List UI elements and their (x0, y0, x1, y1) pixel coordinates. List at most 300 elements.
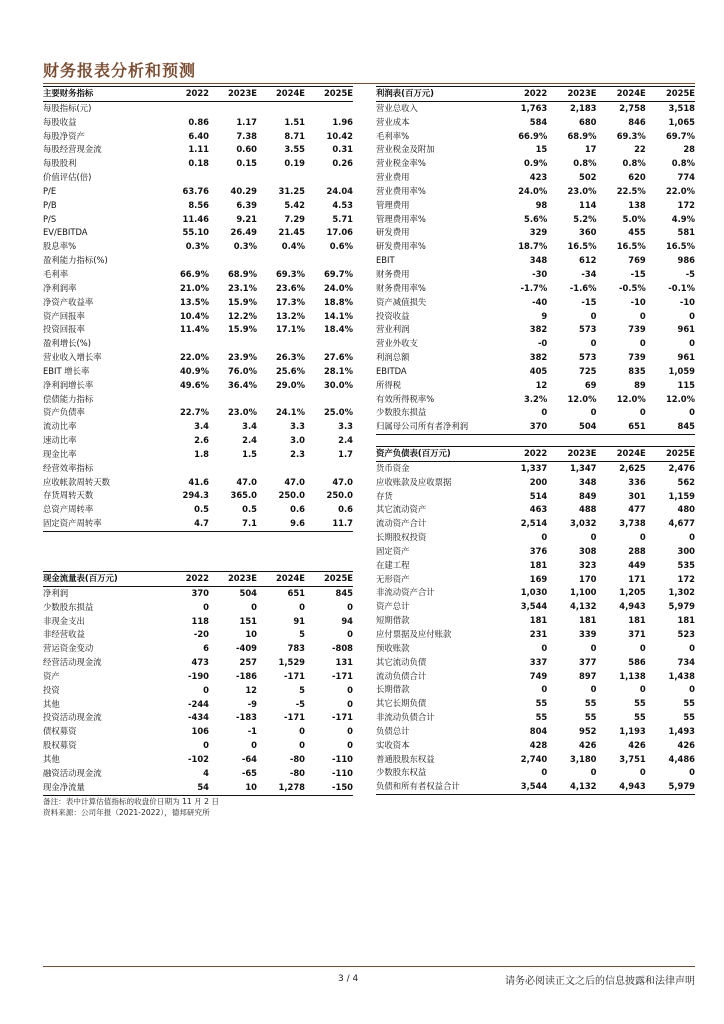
cell-value: 0.6 (338, 504, 353, 515)
cell-value: 1,193 (619, 725, 646, 736)
table-row (43, 601, 353, 615)
cell-value: 835 (628, 365, 646, 376)
cell-value: 986 (677, 255, 695, 266)
cell-value: 0 (689, 532, 695, 543)
cell-value: 21.0% (179, 282, 209, 293)
cell-value: 897 (579, 670, 597, 681)
row-label: 管理费用 (376, 199, 410, 210)
cell-value: 181 (628, 615, 646, 626)
cell-value: 0 (347, 698, 353, 709)
cell-value: -0 (537, 338, 548, 349)
cell-value: 5 (299, 629, 305, 640)
table-row (376, 406, 695, 420)
cell-value: 3.3 (338, 421, 353, 432)
table-row (376, 240, 695, 254)
cell-value: 0.26 (332, 158, 353, 169)
cell-value: 4,132 (570, 781, 597, 792)
cell-value: -102 (188, 753, 209, 764)
table-header-row (43, 87, 353, 102)
row-label: 其它流动资产 (376, 504, 427, 515)
title-divider (43, 83, 695, 84)
cell-value: 0 (299, 601, 305, 612)
row-label: 资产总计 (376, 601, 410, 612)
cell-value: 0.6% (329, 241, 353, 252)
table-row (43, 323, 353, 337)
cell-value: 0.86 (188, 116, 209, 127)
cell-value (257, 337, 305, 351)
table-row (376, 642, 695, 656)
table-row (43, 448, 353, 462)
cell-value: 734 (677, 656, 695, 667)
key-metrics-table (43, 86, 353, 532)
cell-value: 0 (590, 767, 597, 778)
cell-value: 502 (579, 172, 597, 183)
table-row (376, 268, 695, 282)
table-row (376, 461, 695, 475)
cell-value: 8.56 (188, 199, 209, 210)
row-label: 流动比率 (43, 421, 77, 432)
row-label: 负债总计 (376, 725, 410, 736)
cell-value: -10 (630, 296, 646, 307)
cell-value: 118 (191, 615, 209, 626)
row-label: 投资 (43, 684, 60, 695)
cell-value: 16.5% (616, 241, 646, 252)
cell-value (209, 337, 257, 351)
cell-value: 488 (579, 504, 597, 515)
row-label: 净利润 (43, 587, 69, 598)
table-row (376, 753, 695, 767)
cell-value: 12.0% (567, 393, 597, 404)
table-row (376, 531, 695, 545)
cell-value: 329 (529, 227, 548, 238)
cell-value (305, 101, 353, 115)
cell-value: 3,751 (619, 753, 646, 764)
table-row (43, 489, 353, 503)
cell-value: 6.40 (188, 130, 209, 141)
cell-value: 12 (245, 684, 257, 695)
year-header: 2024E (275, 88, 305, 98)
cell-value: 7.29 (284, 213, 305, 224)
cell-value: 181 (677, 615, 695, 626)
table-row (376, 351, 695, 365)
cell-value: 1.7 (338, 448, 353, 459)
cell-value: 68.9% (567, 130, 597, 141)
cell-value: 1.8 (194, 448, 209, 459)
table-title: 资产负债表(百万元) (376, 448, 451, 458)
year-header: 2023E (567, 448, 597, 458)
cell-value: 0 (639, 407, 646, 418)
cell-value: 0 (590, 407, 597, 418)
cell-value: -171 (284, 670, 305, 681)
table-row (43, 116, 353, 130)
cell-value: -171 (332, 712, 353, 723)
row-label: 短期借款 (376, 615, 410, 626)
cell-value: 0 (639, 338, 646, 349)
row-label: 应付票据及应付账款 (376, 628, 452, 639)
cell-value: 0 (639, 642, 646, 653)
cell-value: 804 (529, 725, 548, 736)
cell-value: 504 (239, 587, 257, 598)
row-label: 速动比率 (43, 435, 77, 446)
cell-value: 3,544 (520, 601, 548, 612)
row-label: 投资活动现金流 (43, 712, 102, 723)
cell-value: 2.3 (290, 448, 305, 459)
cell-value: 5,979 (668, 781, 695, 792)
table-row (376, 670, 695, 684)
table-row (43, 781, 353, 795)
table-row (43, 476, 353, 490)
row-label: 融资活动现金流 (43, 767, 102, 778)
cell-value: 114 (579, 199, 597, 210)
cell-value: 348 (579, 476, 597, 487)
cell-value: 0 (689, 767, 695, 778)
table-row (43, 753, 353, 767)
cell-value: 16.5% (567, 241, 597, 252)
row-label: 长期股权投资 (376, 532, 427, 543)
table-row (376, 157, 695, 171)
cell-value: 23.0% (227, 407, 257, 418)
row-label: 经营活动现金流 (43, 657, 102, 668)
table-row (376, 171, 695, 185)
cell-value: 573 (579, 352, 597, 363)
cell-value: 18.7% (518, 241, 548, 252)
row-label: EV/EBITDA (43, 227, 88, 238)
row-label: 营业利润 (376, 324, 410, 335)
cell-value: 1.11 (188, 144, 209, 155)
cell-value: 17.1% (275, 324, 305, 335)
cell-value: 845 (335, 587, 353, 598)
row-label: 流动资产合计 (376, 518, 427, 529)
year-header: 2025E (323, 88, 353, 98)
table-row (376, 476, 695, 490)
cell-value (305, 393, 353, 407)
cell-value: 55 (683, 698, 695, 709)
cell-value: 106 (191, 726, 209, 737)
cell-value: 28 (683, 144, 695, 155)
cell-value (161, 254, 209, 268)
cell-value: 6 (203, 643, 209, 654)
cell-value: 849 (579, 490, 597, 501)
cell-value: 5,979 (668, 601, 695, 612)
row-label: 所得税 (376, 379, 402, 390)
cell-value: 23.0% (567, 185, 597, 196)
table-row (376, 600, 695, 614)
cell-value: 348 (529, 255, 548, 266)
cell-value: 6.39 (236, 199, 257, 210)
cell-value: 2.6 (194, 435, 209, 446)
cell-value: 55.10 (182, 227, 209, 238)
cell-value: 651 (287, 587, 305, 598)
cell-value: 0 (299, 740, 305, 751)
year-header: 2023E (227, 88, 257, 98)
cell-value: 4.53 (332, 199, 353, 210)
table-row (43, 157, 353, 171)
row-label: 其它长期负债 (376, 698, 427, 709)
row-label: 现金净流量 (43, 781, 85, 792)
year-header: 2022 (523, 448, 548, 458)
cell-value: 22.0% (179, 352, 209, 363)
table-row (376, 614, 695, 628)
cell-value: 66.9% (179, 268, 209, 279)
row-label: P/E (43, 185, 57, 196)
row-label: 管理费用率% (376, 213, 426, 224)
cell-value: 336 (628, 476, 646, 487)
cell-value: 3.4 (194, 421, 209, 432)
cell-value: 22.7% (179, 407, 209, 418)
cell-value: 0.3% (233, 241, 257, 252)
cell-value: 0 (251, 740, 257, 751)
cell-value: 69.3% (616, 130, 646, 141)
table-row (376, 226, 695, 240)
cell-value: 1,337 (520, 462, 548, 473)
row-label: 资产 (43, 670, 60, 681)
table-row (376, 365, 695, 379)
cell-value: 426 (628, 739, 646, 750)
cell-value: 952 (579, 725, 597, 736)
cell-value: 5.2% (573, 213, 597, 224)
cell-value: 0.31 (332, 144, 353, 155)
row-label: 少数股东权益 (376, 767, 427, 778)
cell-value: 1.5 (242, 448, 257, 459)
row-label: 营运资金变动 (43, 643, 94, 654)
row-label: 货币资金 (376, 462, 410, 473)
cell-value: 3,032 (570, 518, 597, 529)
cell-value: 23.9% (227, 352, 257, 363)
year-header: 2022 (523, 88, 548, 98)
cell-value: 0 (541, 684, 548, 695)
cell-value: 18.8% (323, 296, 353, 307)
cell-value: -80 (289, 767, 305, 778)
cell-value (305, 337, 353, 351)
cell-value: -20 (193, 629, 209, 640)
table-row (376, 586, 695, 600)
cell-value: 55 (584, 712, 597, 723)
cell-value: 961 (677, 352, 695, 363)
row-label: 少数股东损益 (43, 601, 94, 612)
cell-value: 0.5 (242, 504, 257, 515)
cell-value: 514 (529, 490, 548, 501)
table-row (376, 116, 695, 130)
table-row (376, 628, 695, 642)
cell-value: 0 (689, 310, 695, 321)
row-label: 净资产收益率 (43, 296, 94, 307)
table-row (43, 379, 353, 393)
cell-value: 426 (579, 739, 597, 750)
table-row (43, 240, 353, 254)
cell-value: 11.46 (182, 213, 209, 224)
cell-value: 29.0% (275, 379, 305, 390)
cell-value: 13.2% (275, 310, 305, 321)
cell-value: 41.6 (188, 476, 209, 487)
table-row (376, 185, 695, 199)
cell-value: 0 (689, 642, 695, 653)
cell-value: -183 (236, 712, 257, 723)
table-header-row (376, 87, 695, 102)
row-label: 每股收益 (43, 116, 77, 127)
cell-value: 2.4 (338, 435, 353, 446)
cell-value: 131 (335, 657, 353, 668)
table-row (376, 725, 695, 739)
row-label: 长期借款 (376, 684, 410, 695)
cell-value: 4.9% (671, 213, 695, 224)
cell-value: 1,438 (668, 670, 695, 681)
cell-value: 31.25 (278, 185, 305, 196)
year-header: 2023E (227, 573, 257, 583)
cell-value: 0 (689, 407, 695, 418)
cell-value: 26.49 (230, 227, 257, 238)
row-label: 利润总额 (376, 352, 410, 363)
cell-value: -15 (630, 268, 646, 279)
cell-value: 382 (529, 352, 548, 363)
cell-value: 55 (634, 698, 646, 709)
row-label: EBITDA (376, 365, 407, 376)
cell-value: 10 (245, 629, 257, 640)
row-label: 营业外收支 (376, 338, 418, 349)
cell-value: 680 (579, 116, 597, 127)
cell-value: 2,476 (668, 462, 695, 473)
cell-value: 0 (541, 532, 548, 543)
cell-value: 0 (347, 740, 353, 751)
cell-value: 769 (628, 255, 646, 266)
cell-value: 449 (628, 559, 646, 570)
row-label: EBIT (376, 255, 395, 266)
cell-value: 749 (529, 670, 548, 681)
table-row (376, 573, 695, 587)
cell-value: -15 (581, 296, 597, 307)
year-header: 2025E (323, 573, 353, 583)
row-label: 非流动负债合计 (376, 712, 435, 723)
cell-value: 15.9% (227, 324, 257, 335)
cell-value: 3.0 (290, 435, 305, 446)
cell-value: 55 (584, 698, 597, 709)
cell-value: 5.71 (332, 213, 353, 224)
cell-value: 17.06 (326, 227, 353, 238)
cell-value: 151 (239, 615, 257, 626)
cell-value: -244 (188, 698, 209, 709)
table-title: 主要财务指标 (43, 88, 94, 98)
cell-value: 5.6% (524, 213, 548, 224)
cell-value: 69.7% (665, 130, 695, 141)
cell-value: 0 (689, 338, 695, 349)
cell-value: 55 (535, 712, 548, 723)
row-label: 偿债能力指标 (43, 393, 94, 404)
cell-value: 2,183 (570, 102, 597, 113)
cell-value: 0 (541, 642, 548, 653)
cell-value (209, 101, 257, 115)
year-header: 2024E (275, 573, 305, 583)
cell-value (257, 254, 305, 268)
table-row (43, 130, 353, 144)
cell-value: 612 (579, 255, 597, 266)
table-row (43, 725, 353, 739)
cell-value: 181 (579, 615, 597, 626)
year-header: 2024E (616, 448, 646, 458)
cell-value: 18.4% (323, 324, 353, 335)
table-row (43, 393, 353, 407)
cell-value: 181 (529, 559, 548, 570)
cell-value: 55 (535, 698, 548, 709)
row-label: 股权募资 (43, 740, 77, 751)
cell-value: 22 (634, 144, 646, 155)
table-row (43, 185, 353, 199)
year-header: 2023E (567, 88, 597, 98)
legal-disclaimer: 请务必阅读正文之后的信息披露和法律声明 (505, 976, 695, 987)
row-label: 普通股股东权益 (376, 753, 435, 764)
cell-value: 535 (677, 559, 695, 570)
row-label: 营业收入增长率 (43, 352, 102, 363)
cell-value: 0 (203, 684, 209, 695)
cell-value: -171 (332, 670, 353, 681)
cell-value: 30.0% (323, 379, 353, 390)
row-label: 非经营收益 (43, 629, 85, 640)
table-row (43, 615, 353, 629)
cell-value: 3.2% (524, 393, 548, 404)
cell-value: 562 (677, 476, 695, 487)
cell-value (257, 101, 305, 115)
cell-value: 3.3 (290, 421, 305, 432)
table-row (43, 434, 353, 448)
table-row (43, 337, 353, 351)
cell-value: 620 (628, 172, 646, 183)
row-label: 盈利增长(%) (43, 338, 91, 349)
cell-value: 455 (628, 227, 646, 238)
cell-value: 339 (579, 628, 597, 639)
row-label: 营业成本 (376, 116, 410, 127)
row-label: 实收资本 (376, 739, 410, 750)
valuation-note: 备注：表中计算估值指标的收盘价日期为 11 月 2 日 (43, 797, 220, 806)
cell-value: 371 (628, 628, 646, 639)
cell-value: 3,544 (520, 781, 548, 792)
cell-value: 0 (689, 684, 695, 695)
table-row (43, 406, 353, 420)
cell-value (209, 171, 257, 185)
cell-value: 651 (628, 421, 646, 432)
row-label: 存货周转天数 (43, 490, 94, 501)
cell-value: 0 (347, 684, 353, 695)
table-row (43, 282, 353, 296)
row-label: 资产负债率 (43, 407, 85, 418)
cell-value: 172 (677, 199, 695, 210)
cell-value (209, 393, 257, 407)
row-label: 研发费用率% (376, 241, 426, 252)
cell-value: 7.38 (236, 130, 257, 141)
cell-value (257, 393, 305, 407)
cell-value: 846 (628, 116, 646, 127)
cell-value: 9 (541, 310, 548, 321)
cell-value: 0 (203, 740, 209, 751)
cell-value: 2.4 (242, 435, 257, 446)
table-row (43, 365, 353, 379)
table-row (43, 767, 353, 781)
table-row (43, 143, 353, 157)
cell-value: 3.4 (242, 421, 257, 432)
cell-value: 171 (628, 573, 646, 584)
cell-value: 480 (677, 504, 695, 515)
table-row (43, 268, 353, 282)
row-label: 毛利率% (376, 130, 410, 141)
cell-value: 250.0 (326, 490, 353, 501)
year-header: 2024E (616, 88, 646, 98)
cell-value: 12.2% (227, 310, 257, 321)
cell-value: 1,065 (668, 116, 695, 127)
cell-value: 0.5 (194, 504, 209, 515)
cell-value: 5 (299, 684, 305, 695)
table-row (43, 517, 353, 531)
cell-value: 1,763 (520, 102, 548, 113)
cell-value: 337 (529, 656, 548, 667)
row-label: 预收账款 (376, 642, 410, 653)
cell-value: 89 (634, 379, 646, 390)
